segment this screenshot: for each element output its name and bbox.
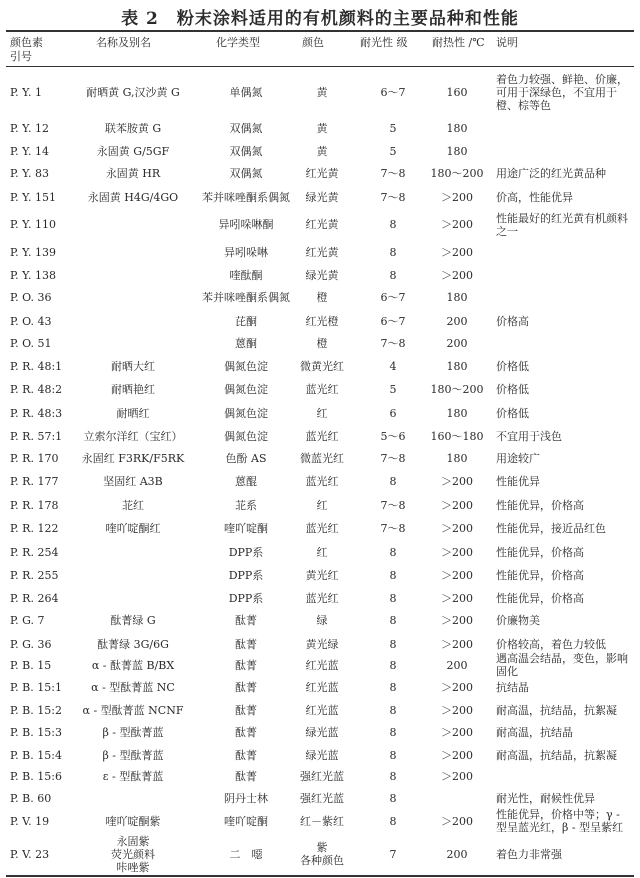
- table-row: [6, 810, 634, 832]
- cell-chem: 偶氮色淀: [224, 406, 268, 420]
- cell-light: 8: [389, 637, 397, 651]
- cell-desc: 着色力较强、鲜艳、价廉，可用于深绿色，不宜用于橙、棕等色: [496, 72, 628, 112]
- cell-name: 立索尔洋红（宝红）: [83, 429, 183, 443]
- cell-code: P. R. 254: [10, 545, 59, 559]
- cell-desc: 价格低: [496, 406, 529, 420]
- cell-heat: 160～180: [430, 429, 484, 443]
- cell-chem: 色酚 AS: [225, 451, 267, 465]
- cell-light: 8: [389, 474, 397, 488]
- table-row: [6, 517, 634, 539]
- cell-desc: 不宜用于浅色: [496, 429, 562, 443]
- cell-light: 8: [389, 591, 397, 605]
- cell-heat: ＞200: [441, 680, 473, 694]
- cell-name: ε - 型酞菁蓝: [102, 769, 164, 783]
- cell-color: 绿光蓝: [305, 725, 339, 739]
- cell-chem: 苝系: [235, 498, 257, 512]
- cell-heat: ＞200: [441, 545, 473, 559]
- cell-code: P. Y. 1: [10, 85, 43, 99]
- cell-light: 8: [389, 568, 397, 582]
- cell-chem: 喹吖啶酮: [224, 814, 268, 828]
- cell-code: P. R. 264: [10, 591, 59, 605]
- table-row: [6, 587, 634, 609]
- cell-code: P. O. 51: [10, 336, 52, 350]
- cell-desc: [496, 286, 634, 308]
- cell-color: 红: [316, 406, 328, 420]
- cell-code: P. O. 36: [10, 290, 52, 304]
- cell-light: 8: [389, 748, 397, 762]
- cell-light: 5: [389, 382, 397, 396]
- cell-color: 绿光蓝: [305, 748, 339, 762]
- cell-name: 酞菁绿 G: [110, 613, 156, 627]
- header-name: 名称及别名: [96, 36, 151, 49]
- cell-color: 黄光红: [305, 568, 339, 582]
- cell-chem: 酞菁: [235, 613, 257, 627]
- cell-name: [68, 787, 198, 809]
- cell-name: 永固黄 HR: [105, 166, 161, 180]
- cell-desc: 价格低: [496, 359, 529, 373]
- cell-heat: 180: [446, 290, 468, 304]
- cell-heat: ＞200: [441, 521, 473, 535]
- cell-chem: 异吲哚啉酮: [218, 218, 274, 231]
- cell-heat: ＞200: [441, 218, 473, 231]
- cell-heat: 180～200: [430, 166, 484, 180]
- cell-heat: 200: [446, 314, 468, 328]
- cell-heat: ＞200: [441, 268, 473, 282]
- cell-light: 8: [389, 814, 397, 828]
- cell-desc: 耐高温，抗结晶: [496, 725, 573, 739]
- cell-chem: 双偶氮: [229, 166, 263, 180]
- cell-color: 红光黄: [305, 245, 339, 259]
- cell-heat: ＞200: [441, 748, 473, 762]
- header-rule: [6, 66, 634, 67]
- table-row: [6, 564, 634, 586]
- header-heat: 耐热性 /℃: [432, 36, 485, 49]
- cell-light: 8: [389, 680, 397, 694]
- cell-heat: 180: [446, 359, 468, 373]
- cell-light: 8: [389, 218, 397, 231]
- cell-heat: ＞200: [441, 474, 473, 488]
- cell-heat: [424, 787, 490, 809]
- cell-code: P. G. 7: [10, 613, 45, 627]
- cell-color: 强红光蓝: [300, 769, 344, 783]
- cell-color: 绿光黄: [305, 190, 339, 204]
- cell-name: [68, 310, 198, 332]
- cell-heat: 200: [446, 336, 468, 350]
- cell-color: 蓝光红: [305, 521, 339, 535]
- table-row: [6, 447, 634, 469]
- cell-color: 红－紫红: [300, 814, 344, 828]
- cell-light: 5: [389, 121, 397, 135]
- cell-desc: 遇高温会结晶，变色，影响固化: [496, 652, 628, 678]
- cell-name: 喹吖啶酮红: [105, 521, 161, 535]
- table-row: [6, 676, 634, 698]
- cell-chem: 酞菁: [235, 748, 257, 762]
- cell-light: 7～8: [380, 451, 406, 465]
- table-row: [6, 355, 634, 377]
- cell-name: 耐晒黄 G,汉沙黄 G: [86, 85, 180, 99]
- table-row: [6, 264, 634, 286]
- cell-color: 红光黄: [305, 166, 339, 180]
- header-color: 颜色: [302, 36, 324, 49]
- cell-color: 红光橙: [305, 314, 339, 328]
- cell-code: P. R. 48:3: [10, 406, 63, 420]
- cell-desc: 抗结晶: [496, 680, 529, 694]
- cell-light: 5: [389, 144, 397, 158]
- table-row: [6, 494, 634, 516]
- cell-heat: ＞200: [441, 725, 473, 739]
- cell-name: 耐晒艳红: [111, 382, 155, 396]
- cell-name: [68, 264, 198, 286]
- cell-name: α - 酞菁蓝 B/BX: [91, 658, 175, 672]
- cell-heat: ＞200: [441, 613, 473, 627]
- cell-code: P. B. 15: [10, 658, 52, 672]
- cell-name: β - 型酞菁蓝: [102, 748, 164, 762]
- cell-name: [68, 332, 198, 354]
- cell-chem: 偶氮色淀: [224, 359, 268, 373]
- cell-chem: 阴丹士林: [224, 791, 268, 805]
- cell-heat: 160: [446, 85, 468, 99]
- cell-chem: 单偶氮: [229, 85, 263, 99]
- cell-desc: 耐高温，抗结晶，抗絮凝: [496, 748, 617, 762]
- table-row: [6, 378, 634, 400]
- cell-code: P. V. 19: [10, 814, 50, 828]
- cell-desc: 耐光性，耐候性优异: [496, 791, 595, 805]
- cell-desc: 性能优异，价格中等；γ - 型呈蓝光红，β - 型呈紫红: [496, 808, 624, 834]
- cell-chem: 芘酮: [235, 314, 257, 328]
- cell-code: P. B. 15:1: [10, 680, 62, 694]
- cell-heat: 180～200: [430, 382, 484, 396]
- cell-name: 永固黄 H4G/4GO: [87, 190, 179, 204]
- cell-name: α - 型酞菁蓝 NC: [91, 680, 175, 694]
- cell-color: 黄: [316, 144, 328, 158]
- cell-code: P. Y. 83: [10, 166, 49, 180]
- cell-chem: 双偶氮: [229, 144, 263, 158]
- cell-chem: 双偶氮: [229, 121, 263, 135]
- cell-desc: 性能优异，价格高: [496, 568, 584, 582]
- table-row: [6, 765, 634, 787]
- cell-light: 6～7: [380, 290, 406, 304]
- cell-color: 红光蓝: [305, 680, 339, 694]
- cell-color: 橙: [316, 290, 328, 304]
- cell-code: P. V. 23: [10, 847, 50, 861]
- table-row: [6, 744, 634, 766]
- cell-color: 黄光绿: [305, 637, 339, 651]
- cell-name: α - 型酞菁蓝 NCNF: [82, 703, 184, 717]
- cell-light: 8: [389, 613, 397, 627]
- cell-code: P. R. 177: [10, 474, 59, 488]
- cell-desc: 着色力非常强: [496, 847, 562, 861]
- cell-color: 红光蓝: [305, 658, 339, 672]
- table-row: [6, 541, 634, 563]
- cell-code: P. Y. 12: [10, 121, 49, 135]
- cell-light: 8: [389, 791, 397, 805]
- cell-desc: 价廉物美: [496, 613, 540, 627]
- cell-light: 6～7: [380, 314, 406, 328]
- cell-code: P. R. 178: [10, 498, 59, 512]
- cell-chem: 二 噁: [229, 847, 263, 861]
- cell-name: β - 型酞菁蓝: [102, 725, 164, 739]
- cell-desc: [496, 264, 634, 286]
- cell-light: 7～8: [380, 190, 406, 204]
- table-row: [6, 140, 634, 162]
- cell-name: [68, 541, 198, 563]
- cell-chem: 喹酞酮: [229, 268, 263, 282]
- table-row: [6, 402, 634, 424]
- bottom-rule: [6, 875, 634, 877]
- table-row: [6, 70, 634, 114]
- cell-heat: 180: [446, 121, 468, 135]
- table-row: [6, 310, 634, 332]
- cell-chem: DPP系: [228, 591, 264, 605]
- cell-code: P. B. 15:3: [10, 725, 62, 739]
- cell-code: P. O. 43: [10, 314, 52, 328]
- cell-light: 7～8: [380, 498, 406, 512]
- cell-name: 永固紫 荧光颜料 咔唑紫: [111, 834, 155, 874]
- cell-desc: [496, 140, 634, 162]
- cell-color: 紫 各种颜色: [300, 841, 344, 867]
- cell-chem: 酞菁: [235, 637, 257, 651]
- cell-name: [68, 241, 198, 263]
- cell-desc: [496, 332, 634, 354]
- cell-name: 联苯胺黄 G: [104, 121, 162, 135]
- cell-heat: ＞200: [441, 190, 473, 204]
- cell-color: 蓝光红: [305, 474, 339, 488]
- table-row: [6, 425, 634, 447]
- cell-desc: 用途较广: [496, 451, 540, 465]
- cell-desc: 耐高温，抗结晶，抗絮凝: [496, 703, 617, 717]
- cell-name: 耐晒红: [116, 406, 150, 420]
- table-row: [6, 116, 634, 140]
- table-row: [6, 332, 634, 354]
- table-row: [6, 787, 634, 809]
- cell-desc: 价格高: [496, 314, 529, 328]
- cell-name: 永固黄 G/5GF: [96, 144, 170, 158]
- cell-code: P. R. 170: [10, 451, 59, 465]
- cell-color: 微蓝光红: [300, 451, 344, 465]
- cell-chem: 蒽酮: [235, 336, 257, 350]
- cell-color: 红光黄: [305, 218, 339, 231]
- table-row: [6, 162, 634, 184]
- cell-desc: 价格低: [496, 382, 529, 396]
- cell-color: 微黄光红: [300, 359, 344, 373]
- cell-chem: DPP系: [228, 568, 264, 582]
- table-row: [6, 721, 634, 743]
- cell-light: 8: [389, 769, 397, 783]
- cell-heat: 200: [446, 658, 468, 672]
- cell-light: 7～8: [380, 521, 406, 535]
- cell-code: P. B. 15:4: [10, 748, 62, 762]
- cell-name: 喹吖啶酮紫: [105, 814, 161, 828]
- cell-heat: ＞200: [441, 637, 473, 651]
- cell-light: 7: [389, 847, 397, 861]
- cell-code: P. R. 122: [10, 521, 59, 535]
- cell-color: 红: [316, 545, 328, 559]
- cell-desc: 性能优异，价格高: [496, 498, 584, 512]
- cell-color: 蓝光红: [305, 429, 339, 443]
- cell-light: 8: [389, 703, 397, 717]
- cell-heat: 180: [446, 406, 468, 420]
- cell-light: 6: [389, 406, 397, 420]
- cell-light: 8: [389, 268, 397, 282]
- header-chem: 化学类型: [216, 36, 260, 49]
- cell-light: 8: [389, 545, 397, 559]
- cell-chem: 酞菁: [235, 769, 257, 783]
- cell-chem: 蒽醌: [235, 474, 257, 488]
- table-row: [6, 241, 634, 263]
- cell-code: P. R. 48:1: [10, 359, 63, 373]
- cell-desc: 性能优异: [496, 474, 540, 488]
- table-row: [6, 470, 634, 492]
- cell-code: P. Y. 139: [10, 245, 56, 259]
- cell-desc: 性能优异，接近品红色: [496, 521, 606, 535]
- cell-desc: [496, 116, 634, 140]
- cell-desc: 价高，性能优异: [496, 190, 573, 204]
- cell-chem: DPP系: [228, 545, 264, 559]
- cell-color: 红: [316, 498, 328, 512]
- cell-light: 8: [389, 725, 397, 739]
- cell-name: 酞菁绿 3G/6G: [97, 637, 169, 651]
- cell-color: 强红光蓝: [300, 791, 344, 805]
- cell-desc: 用途广泛的红光黄品种: [496, 166, 606, 180]
- cell-color: 蓝光红: [305, 382, 339, 396]
- cell-chem: 苯并咪唑酮系偶氮: [202, 290, 290, 304]
- cell-name: [68, 564, 198, 586]
- cell-light: 7～8: [380, 336, 406, 350]
- cell-name: 苝红: [122, 498, 144, 512]
- cell-heat: 180: [446, 451, 468, 465]
- cell-chem: 偶氮色淀: [224, 382, 268, 396]
- cell-color: 橙: [316, 336, 328, 350]
- cell-name: [68, 286, 198, 308]
- cell-heat: ＞200: [441, 814, 473, 828]
- cell-color: 绿: [316, 613, 328, 627]
- cell-light: 4: [389, 359, 397, 373]
- cell-heat: ＞200: [441, 568, 473, 582]
- cell-light: 5～6: [380, 429, 406, 443]
- cell-chem: 酞菁: [235, 658, 257, 672]
- cell-heat: ＞200: [441, 498, 473, 512]
- table-row: [6, 186, 634, 208]
- cell-code: P. Y. 138: [10, 268, 56, 282]
- cell-name: 永固红 F3RK/F5RK: [81, 451, 185, 465]
- cell-name: 坚固红 A3B: [103, 474, 163, 488]
- cell-code: P. R. 57:1: [10, 429, 63, 443]
- cell-desc: [496, 241, 634, 263]
- cell-heat: ＞200: [441, 703, 473, 717]
- table-row: [6, 699, 634, 721]
- cell-heat: ＞200: [441, 245, 473, 259]
- cell-chem: 苯并咪唑酮系偶氮: [202, 190, 290, 204]
- cell-chem: 偶氮色淀: [224, 429, 268, 443]
- cell-name: 耐晒大红: [111, 359, 155, 373]
- cell-color: 黄: [316, 85, 328, 99]
- cell-light: 6～7: [380, 85, 406, 99]
- cell-chem: 喹吖啶酮: [224, 521, 268, 535]
- cell-color: 黄: [316, 121, 328, 135]
- table-title: 表 2 粉末涂料适用的有机颜料的主要品种和性能: [121, 9, 519, 29]
- header-code: 颜色素 引号: [10, 36, 43, 63]
- cell-color: 蓝光红: [305, 591, 339, 605]
- cell-name: [68, 587, 198, 609]
- cell-heat: 180: [446, 144, 468, 158]
- cell-heat: ＞200: [441, 591, 473, 605]
- cell-code: P. B. 15:2: [10, 703, 62, 717]
- cell-heat: ＞200: [441, 769, 473, 783]
- cell-light: 8: [389, 658, 397, 672]
- cell-code: P. Y. 151: [10, 190, 56, 204]
- header-desc: 说明: [496, 36, 518, 49]
- cell-code: P. G. 36: [10, 637, 52, 651]
- cell-desc: [496, 765, 634, 787]
- cell-chem: 异吲哚啉: [224, 245, 268, 259]
- table-row: [6, 208, 634, 241]
- header-light: 耐光性 级: [360, 36, 408, 49]
- table-row: [6, 286, 634, 308]
- cell-light: 8: [389, 245, 397, 259]
- cell-desc: 性能优异，价格高: [496, 591, 584, 605]
- cell-desc: 性能最好的红光黄有机颜料之一: [496, 211, 628, 238]
- top-rule: [6, 30, 634, 32]
- cell-code: P. B. 60: [10, 791, 52, 805]
- cell-heat: 200: [446, 847, 468, 861]
- cell-code: P. B. 15:6: [10, 769, 62, 783]
- cell-color: 红光蓝: [305, 703, 339, 717]
- table-row: [6, 609, 634, 631]
- cell-code: P. R. 48:2: [10, 382, 63, 396]
- table-row: [6, 834, 634, 874]
- cell-name: [68, 208, 198, 241]
- cell-code: P. R. 255: [10, 568, 59, 582]
- cell-code: P. Y. 110: [10, 218, 56, 231]
- cell-chem: 酞菁: [235, 703, 257, 717]
- cell-chem: 酞菁: [235, 680, 257, 694]
- cell-chem: 酞菁: [235, 725, 257, 739]
- cell-desc: 性能优异，价格高: [496, 545, 584, 559]
- cell-code: P. Y. 14: [10, 144, 49, 158]
- cell-color: 绿光黄: [305, 268, 339, 282]
- table-row: [6, 654, 634, 676]
- cell-desc: 价格较高，着色力较低: [496, 637, 606, 651]
- cell-light: 7～8: [380, 166, 406, 180]
